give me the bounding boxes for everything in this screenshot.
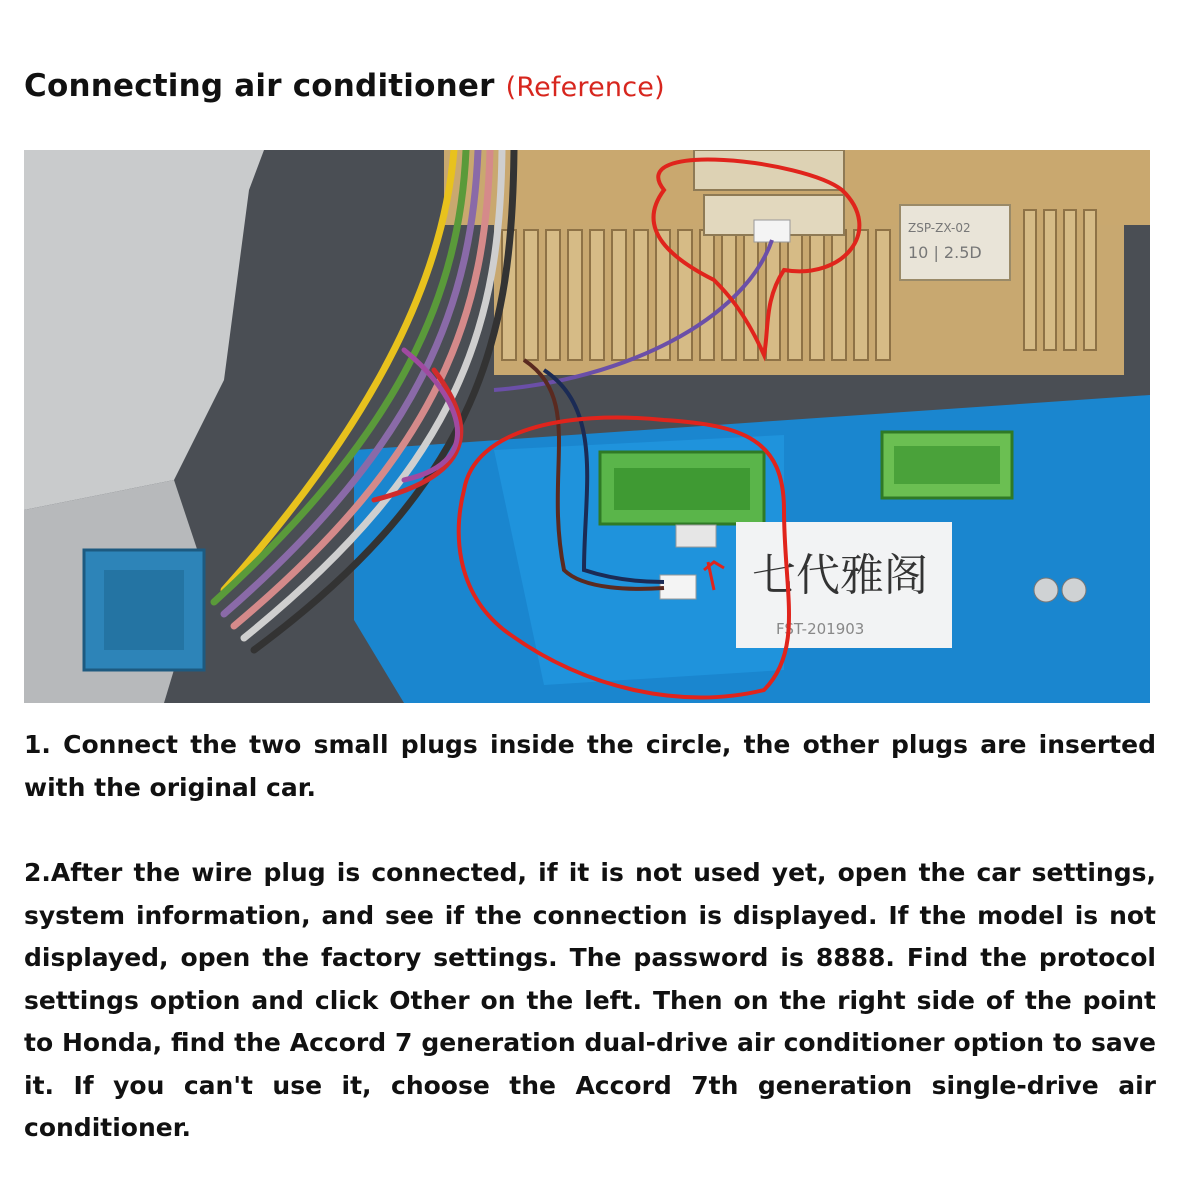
small-socket: [676, 525, 716, 547]
board-label-line2: 10 | 2.5D: [908, 243, 982, 262]
sticker-code: FST-201903: [776, 620, 865, 638]
green-plug-left: [600, 452, 764, 524]
small-plug-top: [754, 220, 790, 242]
wiring-photo: [24, 150, 1150, 703]
wiring-illustration: [24, 150, 1150, 703]
small-plug-bottom: [660, 575, 696, 599]
title-text: Connecting air conditioner: [24, 68, 495, 104]
green-plug-right: [882, 432, 1012, 498]
heatsink: [444, 150, 1150, 375]
instruction-step-2: 2.After the wire plug is connected, if it is not used yet, open the car settings, system information, and see if the connection is displayed. If the model is not displayed, open the factory settings. The password is 8888. Find the protocol settings option and click Other on the left. Then on the right side of the point to Honda, find the Accord 7 generation dual-drive air conditioner option to save it. If you can't use it, choose the Accord 7th generation single-drive air conditioner.: [24, 858, 1156, 1142]
reference-tag: (Reference): [505, 72, 665, 103]
board-label-line1: ZSP-ZX-02: [908, 221, 971, 235]
capacitor: [1034, 578, 1058, 602]
sticker-text: 七代雅阁: [752, 550, 928, 601]
page-title: [24, 68, 665, 104]
capacitor: [1062, 578, 1086, 602]
harness-connector: [84, 550, 204, 670]
instruction-step-1: 1. Connect the two small plugs inside the circle, the other plugs are inserted with the original car.: [24, 730, 1156, 802]
